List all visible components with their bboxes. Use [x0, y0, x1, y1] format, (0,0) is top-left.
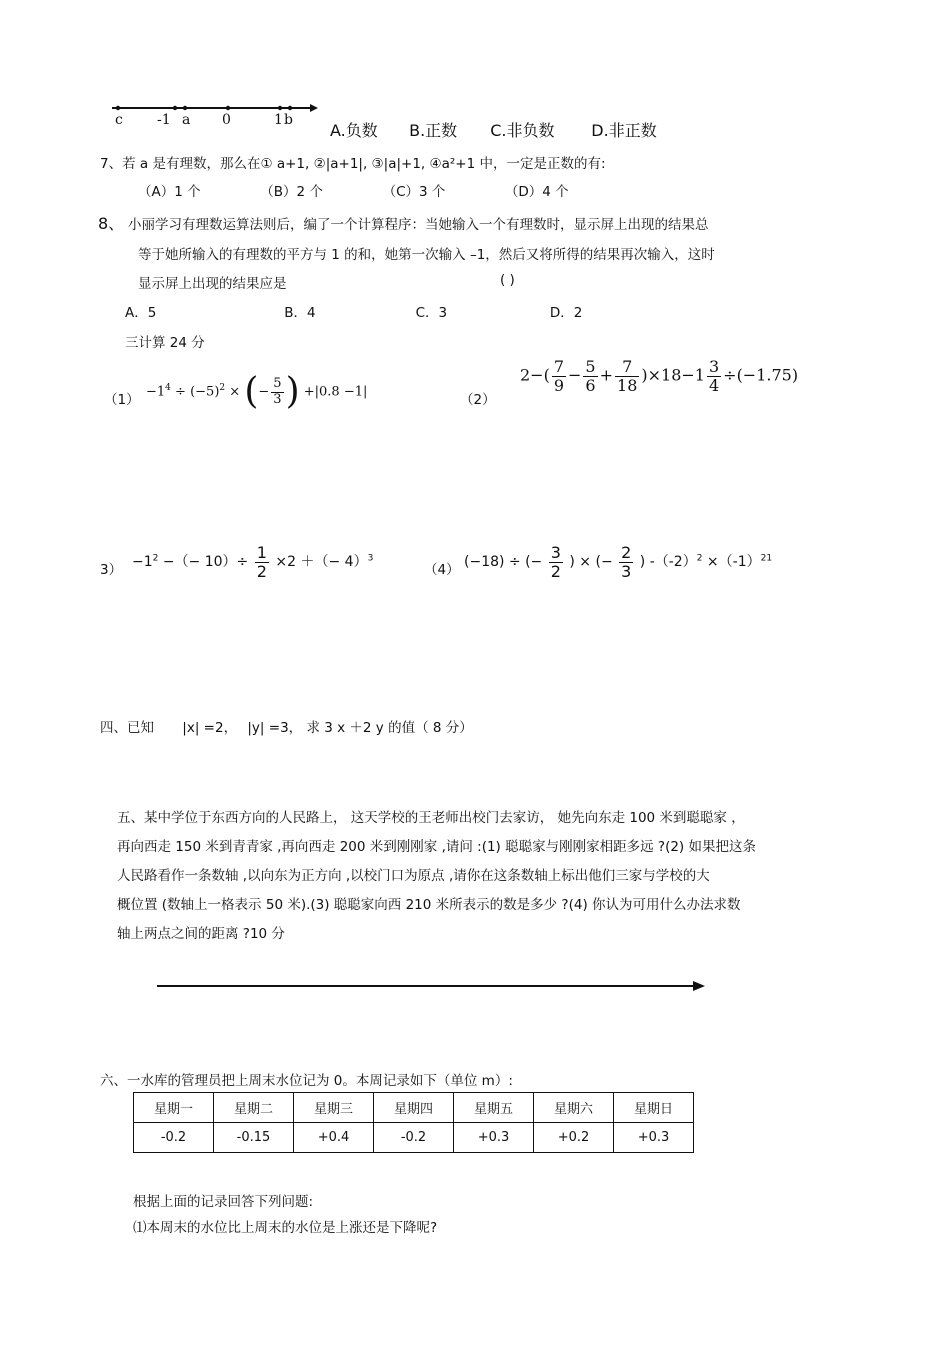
number-line-label-b: b	[284, 112, 293, 128]
q6-option-d: D.非正数	[591, 121, 657, 140]
number-line-label-1: 1	[274, 112, 283, 128]
table-header-cell: 星期六	[534, 1093, 614, 1123]
table-header-cell: 星期二	[214, 1093, 294, 1123]
q8-answer-paren: ( )	[500, 272, 515, 288]
section4-x-abs: |x| =2，	[182, 720, 238, 736]
q8-option-d: D．2	[549, 305, 583, 321]
q7-option-c: （C）3 个	[382, 184, 446, 200]
section5-line2: 再向西走 150 米到青青家 ,再向西走 200 米到刚刚家 ,请问 :(1) 聪聪家与刚刚家相距多远 ?(2) 如果把这条	[117, 839, 756, 855]
q7-option-d: （D）4 个	[504, 184, 569, 200]
table-header-row	[134, 1093, 694, 1123]
q7-options	[138, 180, 569, 200]
section4-text-a: 四、已知	[100, 720, 154, 736]
problem1-expression: $-1^4 \div (-5)^2$ × (− $\frac{5}{3}$ ) +|0.8 −1|	[146, 371, 368, 412]
table-header-cell: 星期三	[294, 1093, 374, 1123]
q7-option-a: （A）1 个	[138, 184, 201, 200]
table-cell: +0.2	[534, 1123, 614, 1153]
blank-number-line-arrow	[693, 981, 705, 991]
q8-number: 8、	[98, 214, 125, 233]
number-line-label-neg1: -1	[157, 112, 171, 128]
problem2-label: （2）	[460, 392, 496, 408]
table-header-cell: 星期五	[454, 1093, 534, 1123]
q8-option-b: B．4	[284, 305, 316, 321]
water-level-table	[133, 1092, 694, 1153]
table-header-cell: 星期日	[614, 1093, 694, 1123]
section6-prompt: 根据上面的记录回答下列问题:	[133, 1194, 314, 1210]
table-cell: -0.15	[214, 1123, 294, 1153]
problem3-expression: $-1^2$ −（− 10）÷ $\frac{1}{2}$ ×2 ＋（− 4）$^3$	[132, 543, 374, 581]
q7-question: 7、若 a 是有理数，那么在① a+1, ②|a+1|, ③|a|+1, ④a²+1 中，一定是正数的有:	[100, 156, 606, 172]
number-line-label-a: a	[182, 112, 191, 128]
section6-question1: ⑴本周末的水位比上周末的水位是上涨还是下降呢?	[133, 1220, 438, 1236]
q8-option-a: A．5	[125, 305, 157, 321]
section4-question	[100, 716, 473, 736]
problem1-label: （1）	[104, 392, 140, 408]
q8-line1: 小丽学习有理数运算法则后，编了一个计算程序：当她输入一个有理数时，显示屏上出现的结果总	[128, 217, 709, 233]
section5-line5: 轴上两点之间的距离 ?10 分	[117, 926, 285, 942]
section6-intro: 六、一水库的管理员把上周末水位记为 0。本周记录如下（单位 m）:	[100, 1073, 513, 1089]
section4-text-b: 求 3 x ＋2 y 的值（ 8 分）	[306, 720, 473, 736]
table-cell: +0.4	[294, 1123, 374, 1153]
problem2-expression: 2−( $\frac{7}{9}$ − $\frac{5}{6}$ + $\frac{7}{18}$ )×18−1 $\frac{3}{4}$ ÷(−1.75)	[520, 357, 799, 395]
q6-option-c: C.非负数	[490, 121, 555, 140]
problem3-label: 3）	[100, 562, 123, 578]
number-line-label-c: c	[115, 112, 123, 128]
blank-number-line	[155, 978, 707, 994]
q8-line2: 等于她所输入的有理数的平方与 1 的和，她第一次输入 –1，然后又将所得的结果再次输入，这时	[138, 247, 715, 263]
q6-options	[330, 118, 657, 141]
q6-option-a: A.负数	[330, 121, 378, 140]
q8-options	[125, 301, 582, 321]
q6-option-b: B.正数	[409, 121, 458, 140]
q8-option-c: C．3	[415, 305, 448, 321]
problem4-label: （4）	[424, 562, 460, 578]
q8-line3: 显示屏上出现的结果应是	[138, 276, 287, 292]
section5-line4: 概位置 (数轴上一格表示 50 米).(3) 聪聪家向西 210 米所表示的数是多少 ?(4) 你认为可用什么办法求数	[117, 897, 741, 913]
table-header-cell: 星期四	[374, 1093, 454, 1123]
number-line-label-0: 0	[222, 112, 231, 128]
q7-option-b: （B）2 个	[260, 184, 323, 200]
table-header-cell: 星期一	[134, 1093, 214, 1123]
section3-title: 三计算 24 分	[125, 335, 205, 351]
table-cell: -0.2	[134, 1123, 214, 1153]
table-cell: +0.3	[614, 1123, 694, 1153]
section5-line1: 五、某中学位于东西方向的人民路上， 这天学校的王老师出校门去家访， 她先向东走 100 米到聪聪家 ，	[117, 810, 745, 826]
table-cell: +0.3	[454, 1123, 534, 1153]
table-row	[134, 1123, 694, 1153]
section4-y-abs: |y| =3，	[247, 720, 303, 736]
problem4-expression: (−18) ÷ (− $\frac{3}{2}$ ) × (− $\frac{2}{3}$ ) $-(-2)^2 \times(-1)^{21}$	[464, 543, 773, 581]
table-cell: -0.2	[374, 1123, 454, 1153]
section5-line3: 人民路看作一条数轴 ,以向东为正方向 ,以校门口为原点 ,请你在这条数轴上标出他们三家与学校的大	[117, 868, 710, 884]
